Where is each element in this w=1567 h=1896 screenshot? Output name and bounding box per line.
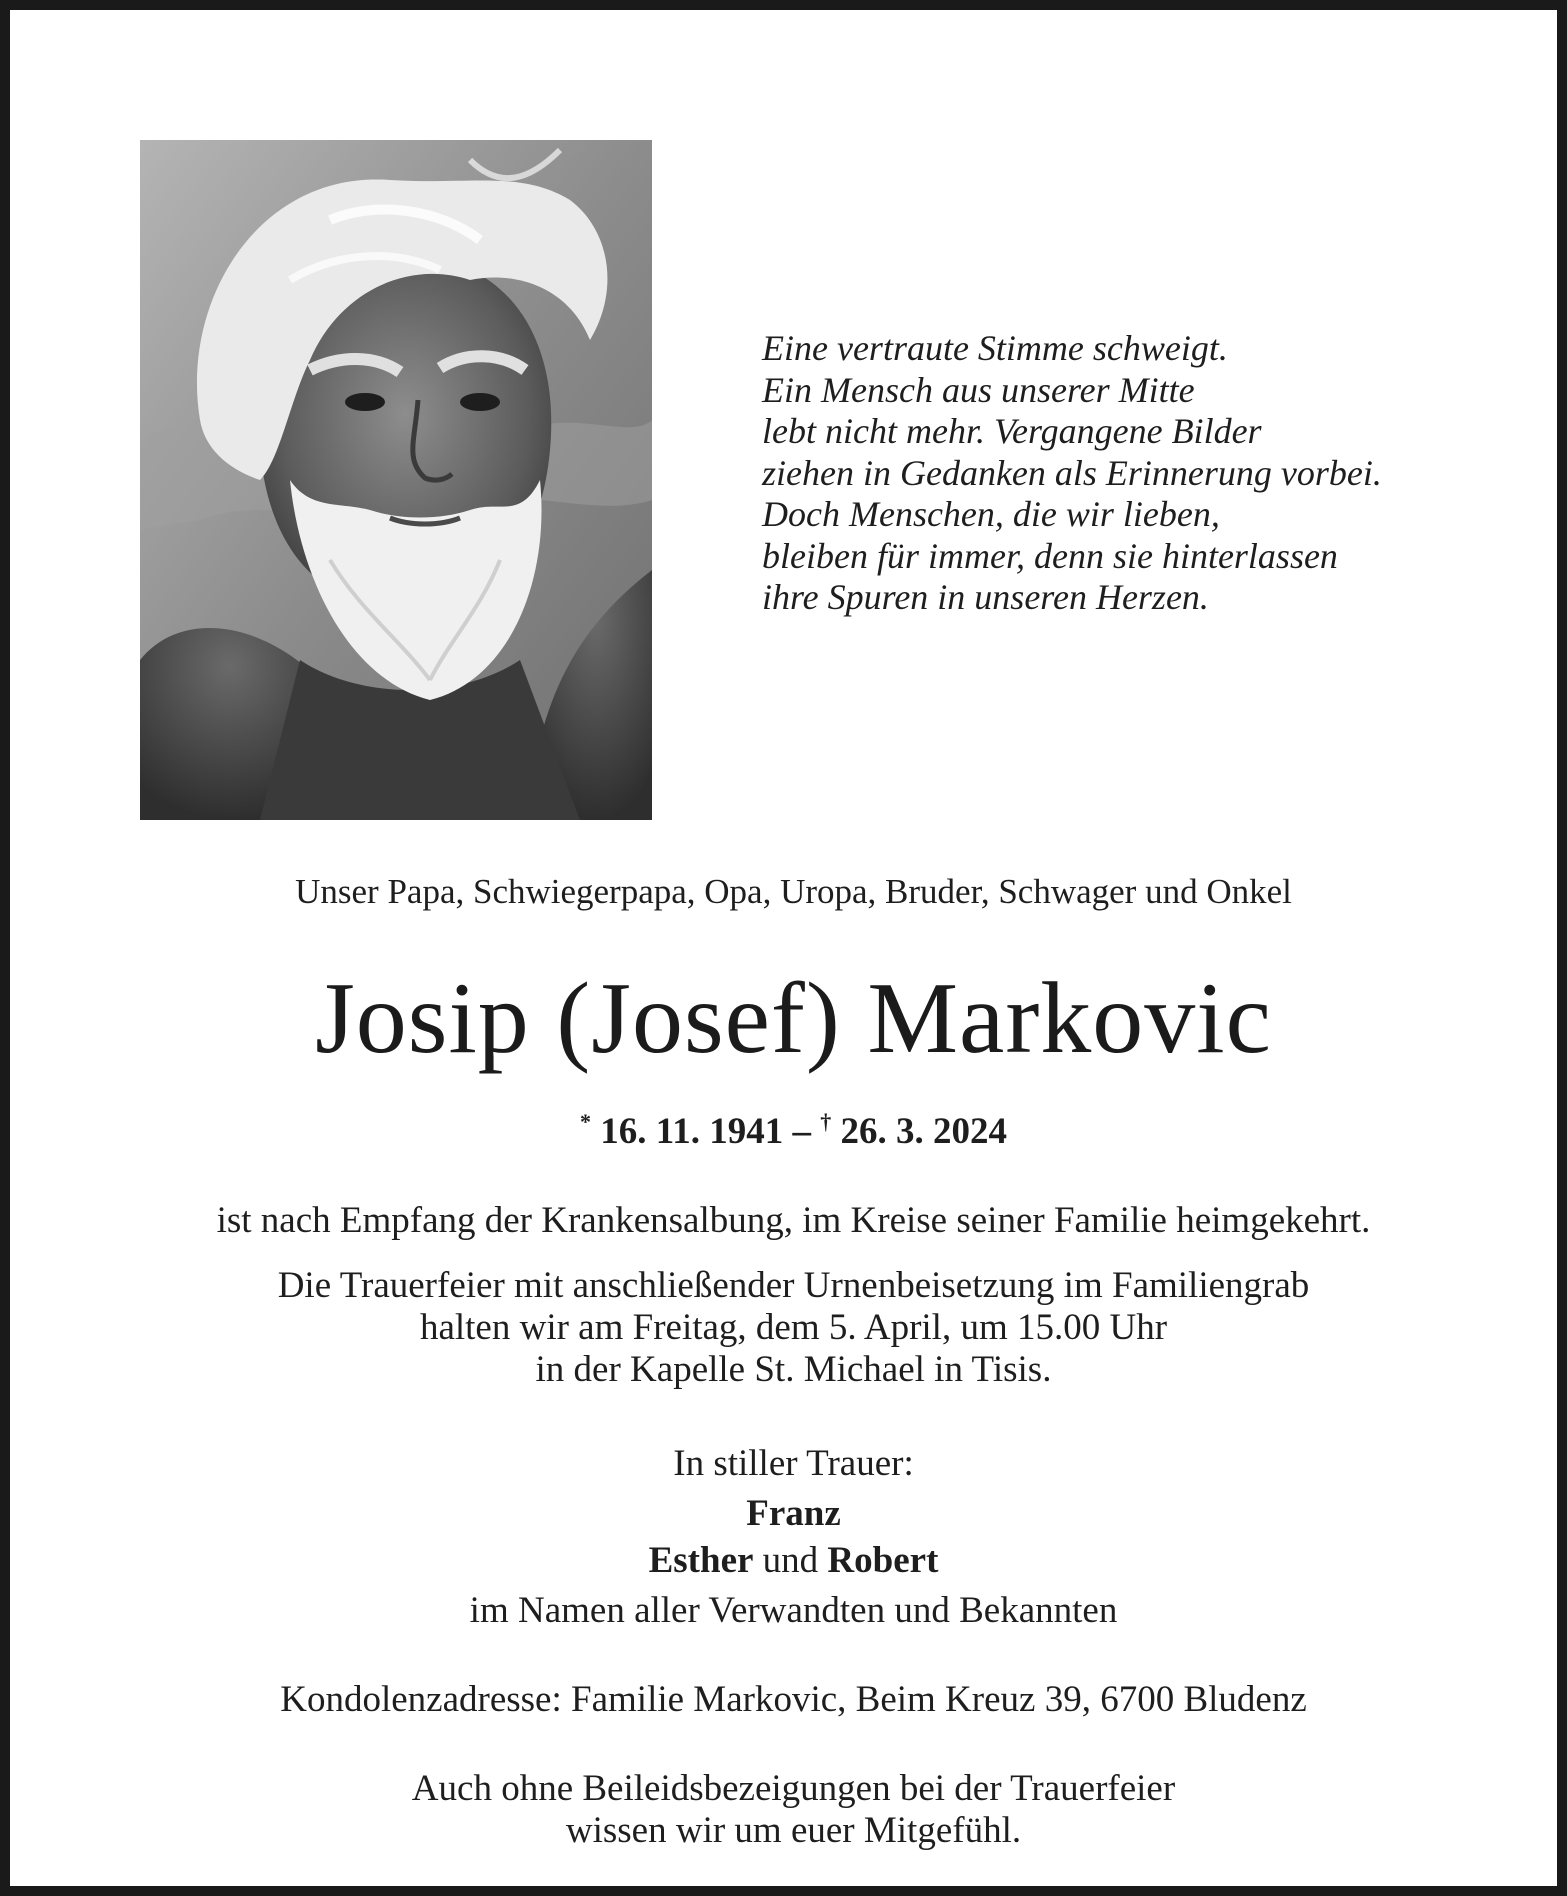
mourners-connector: und	[762, 1540, 819, 1581]
ceremony-line-3: in der Kapelle St. Michael in Tisis.	[535, 1349, 1052, 1390]
statement: ist nach Empfang der Krankensalbung, im Kreise seiner Familie heimgekehrt.	[216, 1200, 1371, 1241]
portrait-photo	[140, 140, 652, 820]
poem	[762, 328, 1482, 619]
portrait-illustration	[140, 140, 652, 820]
death-date: 26. 3. 2024	[840, 1111, 1007, 1152]
deceased-name: Josip (Josef) Markovic	[315, 962, 1272, 1075]
poem-line: ihre Spuren in unseren Herzen.	[762, 577, 1209, 617]
mourner-franz: Franz	[746, 1493, 841, 1534]
poem-line: ziehen in Gedanken als Erinnerung vorbei.	[762, 452, 1382, 493]
relation-line: Unser Papa, Schwiegerpapa, Opa, Uropa, Bruder, Schwager und Onkel	[295, 872, 1292, 911]
ceremony-line-1: Die Trauerfeier mit anschließender Urnenbeisetzung im Familiengrab	[277, 1265, 1310, 1306]
closing-line-2: wissen wir um euer Mitgefühl.	[565, 1810, 1022, 1851]
birth-symbol: *	[580, 1109, 592, 1134]
poem-line: bleiben für immer, denn sie hinterlassen	[762, 535, 1338, 576]
mourners-couple	[10, 1540, 1567, 1582]
closing-line-1: Auch ohne Beileidsbezeigungen bei der Trauerfeier	[411, 1768, 1176, 1809]
poem-line: lebt nicht mehr. Vergangene Bilder	[762, 411, 1262, 451]
poem-line: Eine vertraute Stimme schweigt.	[762, 328, 1228, 368]
mourners-intro: In stiller Trauer:	[673, 1443, 914, 1484]
mourners-closing: im Namen aller Verwandten und Bekannten	[469, 1590, 1118, 1631]
mourner-robert: Robert	[827, 1540, 939, 1581]
poem-line: Ein Mensch aus unserer Mitte	[762, 369, 1195, 410]
mourner-esther: Esther	[648, 1540, 754, 1581]
poem-line: Doch Menschen, die wir lieben,	[762, 494, 1220, 534]
date-separator: –	[792, 1111, 811, 1152]
condolence-address: Kondolenzadresse: Familie Markovic, Beim Kreuz 39, 6700 Bludenz	[280, 1679, 1307, 1720]
death-symbol: †	[820, 1109, 832, 1134]
birth-date: 16. 11. 1941	[600, 1111, 784, 1152]
life-dates	[10, 1109, 1567, 1153]
ceremony-line-2: halten wir am Freitag, dem 5. April, um 15.00 Uhr	[419, 1307, 1168, 1348]
